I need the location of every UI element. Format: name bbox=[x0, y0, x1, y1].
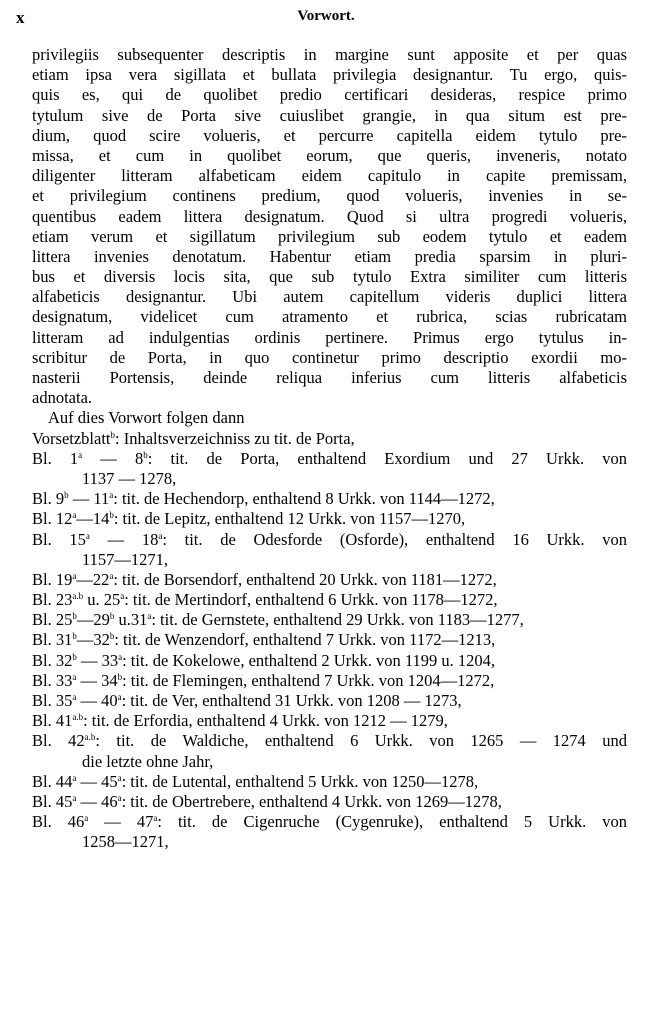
folio-side-end: a bbox=[117, 772, 122, 783]
folio-end: —32 bbox=[76, 630, 110, 650]
folio-end: u. 25 bbox=[83, 590, 121, 610]
entry-description: : tit. de Hechendorp, enthaltend 8 Urkk. von 1144—1272, bbox=[113, 489, 495, 509]
folio-side-start: a bbox=[72, 772, 77, 783]
folio-side-start: a bbox=[72, 692, 77, 702]
folio-side-start: a bbox=[72, 510, 77, 521]
folio-entry-continuation: die letzte ohne Jahr, bbox=[82, 751, 214, 771]
paragraph-line: privilegiis subsequenter descriptis in margine sunt apposite et per quas bbox=[32, 45, 627, 64]
folio-side-start: a bbox=[72, 792, 77, 803]
folio-entry-line bbox=[32, 509, 627, 529]
folio-entry bbox=[32, 530, 627, 570]
folio-start: Bl. 45 bbox=[32, 791, 73, 811]
folio-entry-continuation: 1258—1271, bbox=[82, 832, 169, 852]
entry-description: : tit. de Erfordia, enthaltend 4 Urkk. von 1212 — 1279, bbox=[83, 711, 448, 731]
entry-description: : tit. de Mertindorf, enthaltend 6 Urkk. von 1178—1272, bbox=[124, 590, 498, 610]
folio-entry-continuation: 1137 — 1278, bbox=[82, 468, 177, 488]
folio-side-end: b bbox=[143, 449, 148, 460]
folio-side-start: a.b bbox=[72, 591, 84, 602]
folio-end: —22 bbox=[76, 569, 110, 589]
folio-entry-line bbox=[32, 489, 627, 509]
running-header bbox=[0, 8, 652, 28]
entry-description: : tit. de Waldiche, enthaltend 6 Urkk. von 1265 — 1274 und bbox=[95, 731, 627, 751]
folio-end: — 46 bbox=[76, 791, 118, 811]
folio-side-start: a bbox=[72, 671, 77, 682]
folio-side-extra: a bbox=[147, 611, 152, 622]
folio-side-start: a.b bbox=[84, 732, 96, 743]
folio-entry-line bbox=[32, 671, 627, 691]
folio-entry bbox=[32, 570, 627, 590]
folio-entry-line bbox=[32, 731, 627, 751]
folio-end: —29 bbox=[76, 610, 110, 630]
intro-line: Auf dies Vorwort folgen dann bbox=[48, 408, 245, 428]
folio-end: — 33 bbox=[76, 650, 119, 670]
folio-side-start: a bbox=[72, 570, 77, 581]
folio-side-start: a bbox=[78, 449, 83, 460]
folio-start: Bl. 33 bbox=[32, 670, 73, 690]
folio-side-end: b bbox=[109, 510, 114, 521]
page-number: x bbox=[16, 8, 25, 27]
folio-side-start: b bbox=[64, 490, 69, 501]
folio-entry bbox=[32, 671, 627, 691]
folio-start: Bl. 25 bbox=[32, 610, 73, 630]
vorsetzblatt-text: : Inhaltsverzeichniss zu tit. de Porta, bbox=[115, 428, 355, 448]
folio-end: — 47 bbox=[88, 812, 154, 832]
folio-entry bbox=[32, 711, 627, 731]
vorsetzblatt-line bbox=[32, 429, 627, 449]
folio-start: Bl. 32 bbox=[32, 650, 73, 670]
entry-description: : tit. de Kokelowe, enthaltend 2 Urkk. von 1199 u. 1204, bbox=[122, 650, 495, 670]
folio-entry bbox=[32, 812, 627, 852]
entry-description: : tit. de Wenzendorf, enthaltend 7 Urkk. von 1172—1213, bbox=[114, 630, 496, 650]
folio-side-start: b bbox=[72, 611, 77, 622]
folio-side-end: a bbox=[109, 490, 114, 501]
folio-side-end: a bbox=[117, 792, 122, 803]
folio-start: Bl. 1 bbox=[32, 448, 79, 468]
folio-entry bbox=[32, 792, 627, 812]
entry-description: : tit. de Flemingen, enthaltend 7 Urkk. von 1204—1272, bbox=[122, 670, 495, 690]
entry-description: : tit. de Lutental, enthaltend 5 Urkk. von 1250—1278, bbox=[121, 771, 479, 791]
folio-entry bbox=[32, 449, 627, 489]
paragraph-line: et privilegium continens predium, quod volueris, invenies in se- bbox=[32, 186, 627, 206]
folio-entry bbox=[32, 489, 627, 509]
folio-entry-line bbox=[32, 570, 627, 590]
folio-start: Bl. 23 bbox=[32, 590, 73, 610]
paragraph-line: quentibus eadem littera designatum. Quod si ultra progredi volueris, bbox=[32, 206, 627, 226]
entry-description: : tit. de Borsendorf, enthaltend 20 Urkk. von 1181—1272, bbox=[113, 569, 497, 589]
paragraph-line: litteram ad indulgentias ordinis pertinere. Primus ergo tytulus in- bbox=[32, 327, 627, 347]
paragraph-line: bus et diversis locis sita, que sub tytulo Extra similiter cum litteris bbox=[32, 267, 627, 287]
folio-entry bbox=[32, 590, 627, 610]
folio-side-end: a bbox=[158, 530, 163, 541]
paragraph-line: etiam ipsa vera sigillata et bullata privilegia designantur. Tu ergo, quis- bbox=[32, 65, 627, 85]
folio-entry-line bbox=[32, 812, 627, 832]
folio-side-start: b bbox=[72, 631, 77, 642]
folio-list bbox=[32, 449, 627, 853]
paragraph-line: tytulum sive de Porta sive cuiuslibet grangie, in qua situm est pre- bbox=[32, 105, 627, 125]
latin-paragraph bbox=[32, 45, 627, 408]
folio-entry bbox=[32, 610, 627, 630]
folio-start: Bl. 15 bbox=[32, 529, 86, 549]
folio-entry-line bbox=[32, 691, 627, 711]
paragraph-line: missa, et cum in quolibet eorum, que queris, inveneris, notato bbox=[32, 145, 627, 165]
folio-side-end: a bbox=[117, 692, 122, 702]
entry-description: : tit. de Lepitz, enthaltend 12 Urkk. von 1157—1270, bbox=[113, 509, 466, 529]
folio-end: — 18 bbox=[89, 529, 159, 549]
entry-description: : tit. de Gernstete, enthaltend 29 Urkk. von 1183—1277, bbox=[151, 610, 524, 630]
folio-side-end: a bbox=[120, 591, 125, 602]
folio-end: — 11 bbox=[68, 489, 110, 509]
folio-side-end: a bbox=[153, 813, 158, 824]
entry-description: : tit. de Cigenruche (Cygenruke), enthaltend 5 Urkk. von bbox=[157, 812, 627, 832]
paragraph-line: quis es, qui de quolibet predio certificari desideras, respice primo bbox=[32, 85, 627, 105]
folio-extra: u.31 bbox=[114, 610, 148, 630]
folio-start: Bl. 19 bbox=[32, 569, 73, 589]
folio-entry-line bbox=[32, 792, 627, 812]
paragraph-line: littera invenies denotatum. Habentur etiam predia sparsim in pluri- bbox=[32, 246, 627, 266]
folio-side-end: b bbox=[109, 631, 115, 642]
folio-start: Bl. 44 bbox=[32, 771, 73, 791]
paragraph-line: adnotata. bbox=[32, 388, 93, 408]
paragraph-line: alfabeticis designantur. Ubi autem capitellum videris duplici littera bbox=[32, 287, 627, 307]
paragraph-line: scribitur de Porta, in quo continetur primo descriptio exordii mo- bbox=[32, 347, 627, 367]
folio-start: Bl. 12 bbox=[32, 509, 73, 529]
folio-entry-line bbox=[32, 630, 627, 650]
folio-side-end: a bbox=[109, 570, 114, 581]
folio-start: Bl. 42 bbox=[32, 731, 85, 751]
entry-description: : tit. de Ver, enthaltend 31 Urkk. von 1208 — 1273, bbox=[121, 691, 462, 710]
folio-entry bbox=[32, 651, 627, 671]
entry-description: : tit. de Porta, enthaltend Exordium und 27 Urkk. von bbox=[147, 448, 627, 468]
folio-end: — 34 bbox=[76, 670, 118, 690]
folio-side-start: a.b bbox=[72, 712, 84, 723]
folio-end: — 8 bbox=[82, 448, 144, 468]
paragraph-line: diligenter litteram alfabeticam eidem capitulo in capite premissam, bbox=[32, 166, 627, 186]
folio-entry-line bbox=[32, 711, 627, 731]
folio-end: —14 bbox=[76, 509, 110, 529]
folio-entry-line bbox=[32, 651, 627, 671]
folio-entry bbox=[32, 509, 627, 529]
folio-side-start: b bbox=[72, 651, 77, 662]
folio-start: Bl. 46 bbox=[32, 812, 85, 832]
folio-start: Bl. 9 bbox=[32, 489, 65, 509]
folio-side-end: b bbox=[117, 671, 123, 682]
folio-entry bbox=[32, 691, 627, 711]
entry-description: : tit. de Odesforde (Osforde), enthaltend 16 Urkk. von bbox=[162, 529, 627, 549]
running-title: Vorwort. bbox=[297, 8, 355, 24]
folio-entry-line bbox=[32, 772, 627, 792]
folio-entry bbox=[32, 630, 627, 650]
entry-description: : tit. de Obertrebere, enthaltend 4 Urkk. von 1269—1278, bbox=[121, 791, 502, 811]
folio-entry-line bbox=[32, 590, 627, 610]
folio-side-end: a bbox=[118, 651, 123, 662]
folio-end: — 40 bbox=[76, 691, 118, 710]
page-body bbox=[32, 45, 627, 853]
paragraph-line: nasterii Portensis, deinde reliqua inferius cum litteris alfabeticis bbox=[32, 368, 627, 387]
folio-side-start: a bbox=[85, 530, 90, 541]
folio-side-start: a bbox=[84, 813, 89, 824]
folio-end: — 45 bbox=[76, 771, 118, 791]
paragraph-line: designatum, videlicet cum atramento et rubrica, scias rubricatam bbox=[32, 307, 627, 327]
folio-entry-continuation: 1157—1271, bbox=[82, 549, 169, 569]
folio-entry-line bbox=[32, 530, 627, 550]
paragraph-line: dium, quod scire volueris, et percurre capitella eidem tytulo pre- bbox=[32, 125, 627, 145]
paragraph-line: etiam verum et sigillatum privilegium sub eodem tytulo et eadem bbox=[32, 226, 627, 246]
folio-start: Bl. 35 bbox=[32, 691, 73, 710]
folio-entry-line bbox=[32, 610, 627, 630]
folio-start: Bl. 31 bbox=[32, 630, 73, 650]
folio-entry bbox=[32, 772, 627, 792]
folio-side-end: b bbox=[109, 611, 115, 622]
folio-entry-line bbox=[32, 449, 627, 469]
folio-entry bbox=[32, 731, 627, 771]
folio-start: Bl. 41 bbox=[32, 711, 73, 731]
vorsetzblatt-label: Vorsetzblatt bbox=[32, 428, 111, 448]
vorsetzblatt-sup: b bbox=[110, 429, 116, 440]
